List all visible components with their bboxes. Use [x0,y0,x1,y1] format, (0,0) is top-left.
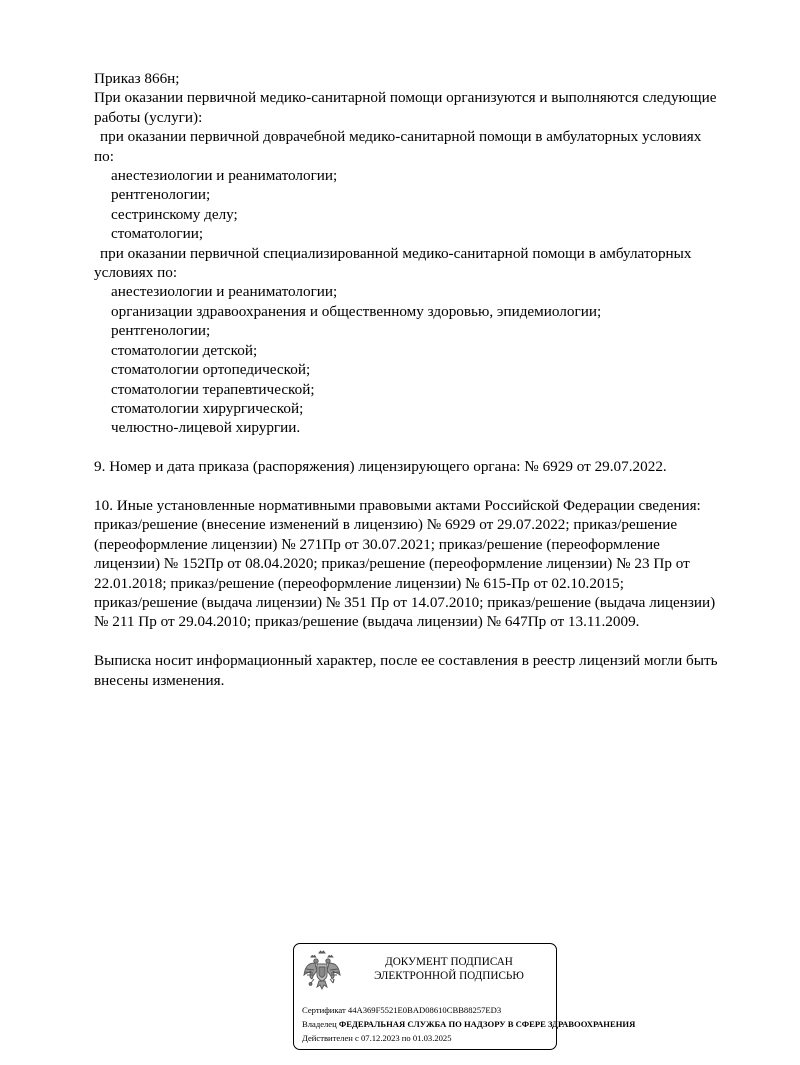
paragraph-gap [94,632,774,651]
document-line: приказ/решение (внесение изменений в лицензию) № 6929 от 29.07.2022; приказ/решение [94,516,678,534]
document-line: рентгенологии; [111,322,211,340]
document-line: условиях по: [94,264,178,282]
stamp-details [302,1003,636,1045]
document-line: № 211 Пр от 29.04.2010; приказ/решение (выдача лицензии) № 647Пр от 13.11.2009. [94,613,640,631]
russian-coat-of-arms-icon [302,949,342,993]
document-line: внесены изменения. [94,671,225,689]
stamp-owner [302,1017,636,1031]
document-line: Приказ 866н; [94,70,180,87]
electronic-signature-stamp [293,943,636,1050]
document-line: При оказании первичной медико-санитарной помощи организуются и выполняются следующие [94,89,717,107]
stamp-title-line1: ДОКУМЕНТ ПОДПИСАН [385,956,513,968]
stamp-title [354,955,544,983]
document-line: организации здравоохранения и общественному здоровью, эпидемиологии; [111,302,602,320]
paragraph-gap [94,438,774,457]
document-line: при оказании первичной доврачебной медико-санитарной помощи в амбулаторных условиях [100,128,702,146]
document-line: стоматологии хирургической; [111,399,304,417]
document-line: челюстно-лицевой хирургии. [111,419,301,437]
paragraph-gap [94,477,774,496]
document-body [94,69,774,690]
document-line: стоматологии терапевтической; [111,380,315,398]
document-line: 22.01.2018; приказ/решение (переоформление лицензии) № 615-Пр от 02.10.2015; [94,574,624,592]
document-line: 9. Номер и дата приказа (распоряжения) лицензирующего органа: № 6929 от 29.07.2022. [94,458,667,476]
document-line: приказ/решение (выдача лицензии) № 351 Пр от 14.07.2010; приказ/решение (выдача лицензии) [94,593,716,611]
document-line: работы (услуги): [94,108,203,126]
document-line: лицензии) № 152Пр от 08.04.2020; приказ/решение (переоформление лицензии) № 23 Пр от [94,555,690,573]
document-line: рентгенологии; [111,186,211,204]
document-line: по: [94,147,114,165]
document-line: (переоформление лицензии) № 271Пр от 30.07.2021; приказ/решение (переоформление [94,535,660,553]
stamp-certificate: Сертификат 44A369F5521E0BAD08610CBB88257ED3 [302,1005,502,1015]
document-line: при оказании первичной специализированной медико-санитарной помощи в амбулаторных [100,244,692,262]
document-line: стоматологии детской; [111,341,258,359]
document-line: сестринскому делу; [111,205,238,223]
document-line: Выписка носит информационный характер, после ее составления в реестр лицензий могли быть [94,652,718,670]
stamp-owner-value: ФЕДЕРАЛЬНАЯ СЛУЖБА ПО НАДЗОРУ В СФЕРЕ ЗДРАВООХРАНЕНИЯ [338,1019,636,1029]
stamp-title-line2: ЭЛЕКТРОННОЙ ПОДПИСЬЮ [374,970,524,982]
document-line: анестезиологии и реаниматологии; [111,167,338,185]
stamp-validity: Действителен с 07.12.2023 по 01.03.2025 [302,1033,452,1043]
document-line: стоматологии; [111,225,204,243]
stamp-owner-label: Владелец [302,1019,337,1029]
document-line: анестезиологии и реаниматологии; [111,283,338,301]
document-line: стоматологии ортопедической; [111,361,311,379]
document-line: 10. Иные установленные нормативными правовыми актами Российской Федерации сведения: [94,496,701,514]
